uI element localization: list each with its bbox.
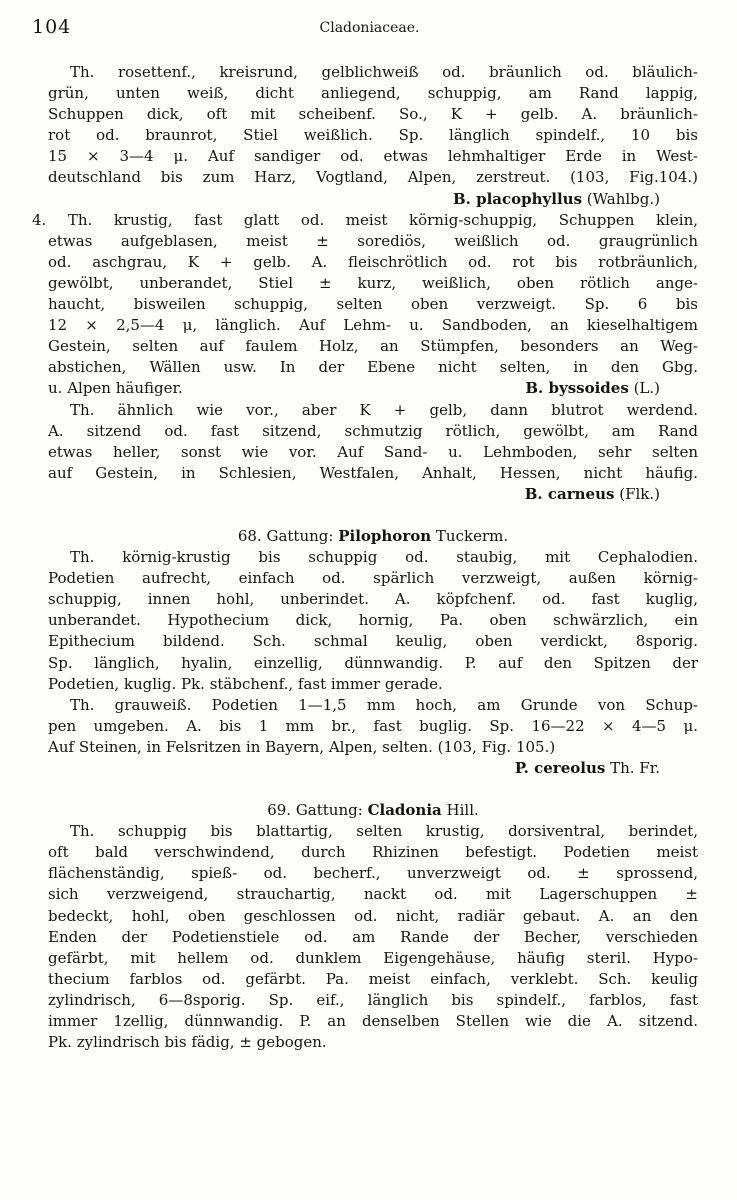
genus-author: Hill.	[446, 801, 479, 820]
text-line: 15 × 3—4 μ. Auf sandiger od. etwas lehmhaltiger Erde in West-	[48, 147, 698, 166]
page-body	[32, 62, 698, 1053]
genus-heading	[48, 800, 698, 821]
text-line: unberandet. Hypothecium dick, hornig, Pa. oben schwärzlich, ein	[48, 611, 698, 630]
species-name-group	[525, 378, 698, 399]
text-line: etwas aufgeblasen, meist ± sorediös, weißlich od. graugrünlich	[48, 231, 698, 250]
species-name: P. cereolus	[514, 759, 606, 777]
text-line: od. aschgrau, K + gelb. A. fleischrötlich od. rot bis rotbräunlich,	[48, 252, 698, 271]
genus-heading	[48, 526, 698, 547]
species-name-group	[453, 190, 698, 208]
text-line: gefärbt, mit hellem od. dunklem Eigengehäuse, häufig steril. Hypo-	[48, 948, 698, 967]
text-line: Sp. länglich, hyalin, einzellig, dünnwandig. P. auf den Spitzen der	[48, 653, 698, 672]
genus-name: Pilophoron	[338, 526, 432, 545]
page-header	[32, 16, 707, 42]
text-block	[48, 62, 698, 210]
text-line: A. sitzend od. fast sitzend, schmutzig rötlich, gewölbt, am Rand	[48, 421, 698, 440]
genus-prefix: 69. Gattung:	[267, 801, 363, 820]
text-line: pen umgeben. A. bis 1 mm br., fast buglig. Sp. 16—22 × 4—5 μ.	[48, 716, 698, 735]
text-line: Th. grauweiß. Podetien 1—1,5 mm hoch, am Grunde von Schup-	[70, 695, 698, 714]
text-line: schuppig, innen hohl, unberindet. A. köpfchenf. od. fast kuglig,	[48, 590, 698, 609]
species-line	[48, 484, 698, 505]
text-block	[48, 400, 698, 505]
species-name: B. carneus	[524, 484, 615, 503]
text-line: flächenständig, spieß- od. becherf., unverzweigt od. ± sprossend,	[48, 864, 698, 883]
species-name-group	[515, 759, 698, 777]
text-line: grün, unten weiß, dicht anliegend, schuppig, am Rand lappig,	[48, 84, 698, 103]
text-line: auf Gestein, in Schlesien, Westfalen, Anhalt, Hessen, nicht häufig.	[48, 463, 698, 482]
text-line: gewölbt, unberandet, Stiel ± kurz, weißlich, oben rötlich ange-	[48, 273, 698, 292]
spacer	[48, 779, 698, 800]
text-line: sich verzweigend, strauchartig, nackt od. mit Lagerschuppen ±	[48, 885, 698, 904]
text-block	[48, 779, 698, 1053]
species-author: Th. Fr.	[610, 759, 660, 777]
species-author: (Wahlbg.)	[586, 189, 660, 208]
text-line: zylindrisch, 6—8sporig. Sp. eif., länglich bis spindelf., farblos, fast	[48, 990, 698, 1009]
running-head: Cladoniaceae.	[319, 20, 420, 36]
text-line: Podetien, kuglig. Pk. stäbchenf., fast immer gerade.	[48, 674, 443, 693]
text-line: Enden der Podetienstiele od. am Rande der Becher, verschieden	[48, 927, 698, 946]
species-lead: u. Alpen häufiger.	[48, 379, 183, 398]
text-line: deutschland bis zum Harz, Vogtland, Alpen, zerstreut. (103, Fig.104.)	[48, 168, 698, 187]
species-line	[48, 189, 698, 210]
species-author: (L.)	[633, 379, 660, 398]
text-line: Gestein, selten auf faulem Holz, an Stümpfen, besonders an Weg-	[48, 337, 698, 356]
spacer	[48, 505, 698, 526]
species-line	[48, 378, 698, 399]
text-line: Th. körnig-krustig bis schuppig od. staubig, mit Cephalodien.	[70, 548, 698, 567]
text-line: thecium farblos od. gefärbt. Pa. meist einfach, verklebt. Sch. keulig	[48, 969, 698, 988]
text-line: Th. schuppig bis blattartig, selten krustig, dorsiventral, berindet,	[70, 822, 698, 841]
species-author: (Flk.)	[619, 484, 660, 503]
genus-author: Tuckerm.	[435, 526, 509, 545]
text-line: bedeckt, hohl, oben geschlossen od. nicht, radiär gebaut. A. an den	[48, 906, 698, 925]
text-line: abstichen, Wällen usw. In der Ebene nicht selten, in den Gbg.	[48, 358, 698, 377]
species-name: B. placophyllus	[452, 189, 583, 208]
text-line: Pk. zylindrisch bis fädig, ± gebogen.	[48, 1033, 327, 1052]
species-name: B. byssoides	[525, 379, 629, 398]
text-line: 12 × 2,5—4 μ, länglich. Auf Lehm- u. Sandboden, an kieselhaltigem	[48, 316, 698, 335]
text-line: immer 1zellig, dünnwandig. P. an denselben Stellen wie die A. sitzend.	[48, 1012, 698, 1031]
species-name-group	[525, 485, 698, 503]
text-line: etwas heller, sonst wie vor. Auf Sand- u. Lehmboden, sehr selten	[48, 442, 698, 461]
species-line	[48, 758, 698, 779]
text-block	[48, 505, 698, 779]
text-line: Podetien aufrecht, einfach od. spärlich verzweigt, außen körnig-	[48, 569, 698, 588]
text-line: oft bald verschwindend, durch Rhizinen befestigt. Podetien meist	[48, 843, 698, 862]
text-line: Schuppen dick, oft mit scheibenf. So., K + gelb. A. bräunlich-	[48, 105, 698, 124]
text-block	[32, 210, 698, 400]
text-line: haucht, bisweilen schuppig, selten oben verzweigt. Sp. 6 bis	[48, 295, 698, 314]
text-line: 4. Th. krustig, fast glatt od. meist körnig-schuppig, Schuppen klein,	[32, 210, 698, 229]
page-number: 104	[32, 16, 72, 38]
genus-prefix: 68. Gattung:	[237, 526, 334, 545]
text-line: Epithecium bildend. Sch. schmal keulig, oben verdickt, 8sporig.	[48, 632, 698, 651]
text-line: Th. ähnlich wie vor., aber K + gelb, dann blutrot werdend.	[70, 400, 698, 419]
text-line: rot od. braunrot, Stiel weißlich. Sp. länglich spindelf., 10 bis	[48, 126, 698, 145]
genus-name: Cladonia	[367, 801, 442, 820]
text-line: Th. rosettenf., kreisrund, gelblichweiß od. bräunlich od. bläulich-	[70, 63, 698, 81]
text-line: Auf Steinen, in Felsritzen in Bayern, Alpen, selten. (103, Fig. 105.)	[48, 737, 556, 756]
